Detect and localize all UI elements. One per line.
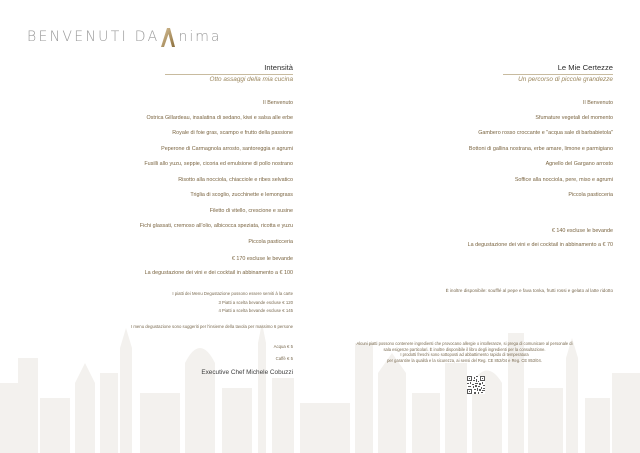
a-la-carte-note: I piatti dei Menu Degustazione possono essere serviti à la carte <box>172 291 293 296</box>
title-divider <box>503 74 613 75</box>
course-item: Soffice alla nocciola, pere, miso e agrumi <box>514 177 613 183</box>
allergen-disclaimer <box>347 341 582 363</box>
disclaimer-line: per garantire la qualità e la sicurezza, ai sensi del Reg. CE 852/04 e Reg. CE 853/04. <box>387 357 542 363</box>
course-item: Peperone di Carmagnola arrosto, santoreggia e agrumi <box>161 146 293 152</box>
course-item: Il Benvenuto <box>583 100 613 106</box>
brand-header <box>27 25 221 49</box>
qr-code-icon[interactable] <box>467 376 485 394</box>
course-item: Piccola pasticceria <box>568 192 613 198</box>
group-note: I menu degustazione sono suggeriti per l'insieme della tavola per massimo 6 persone <box>130 324 293 329</box>
course-item: Gambero rosso croccante e "acqua sale di barbabietola" <box>478 130 613 136</box>
wine-pairing: La degustazione dei vini e dei cocktail in abbinamento a € 70 <box>467 242 613 248</box>
wine-pairing: La degustazione dei vini e dei cocktail in abbinamento a € 100 <box>144 270 293 276</box>
course-item: Ostrica Gillardeau, insalatina di sedano, kiwi e salsa alle erbe <box>146 115 293 121</box>
course-item: Filetto di vitello, crescione e susine <box>209 208 293 214</box>
course-item: Royale di foie gras, scampo e frutto della passione <box>172 130 293 136</box>
executive-chef: Executive Chef Michele Cobuzzi <box>201 369 293 376</box>
course-item: Triglia di scoglio, zucchinette e lemongrass <box>190 192 293 198</box>
brand-name-part2: nima <box>178 29 222 45</box>
course-item: Fichi glassati, cremoso all'olio, albicocca speziata, ricotta e yuzu <box>139 223 293 229</box>
menu-price: € 170 escluse le bevande <box>231 256 293 262</box>
course-item: Sfumature vegetali del momento <box>535 115 613 121</box>
water-price: Acqua € 5 <box>273 344 293 349</box>
anima-logo-icon <box>160 27 176 47</box>
course-item: Fusilli allo yuzu, seppie, cicoria ed emulsione di pollo nostrano <box>144 161 293 167</box>
disclaimer-line: sala esigenze particolari. È inoltre disponibile il libro degli ingredienti per la consultazione. <box>383 346 546 352</box>
menu-title: Intensità <box>264 63 293 72</box>
menu-subtitle: Otto assaggi della mia cucina <box>209 76 293 83</box>
course-item: Risotto alla nocciola, chiacciole e ribes selvatico <box>178 177 293 183</box>
disclaimer-line: I prodotti freschi sono sottoposti ad abbattimento rapido di temperatura <box>400 352 529 358</box>
brand-name-part1: BENVENUTI DA <box>27 29 160 45</box>
four-dishes-price: 4 Piatti a scelta bevande escluse € 145 <box>218 308 293 313</box>
course-item: Agnello del Gargano arrosto <box>545 161 613 167</box>
title-divider <box>165 74 293 75</box>
menu-title: Le Mie Certezze <box>557 63 613 72</box>
three-dishes-price: 3 Piatti a scelta bevande escluse € 120 <box>218 300 293 305</box>
menu-intensita <box>100 60 293 380</box>
coffee-price: Caffè € 5 <box>275 356 293 361</box>
course-item: Il Benvenuto <box>263 100 293 106</box>
menu-price: € 140 escluse le bevande <box>551 228 613 234</box>
also-available-note: È inoltre disponibile: soufflé al pepe e fava tonka, frutti rossi e gelato al latte ridotto <box>445 288 613 293</box>
disclaimer-line: Alcuni piatti possono contenere ingredienti che provocano allergie o intolleranze, si prega di comunicare al personale di <box>356 341 573 346</box>
menu-subtitle: Un percorso di piccole grandezze <box>518 76 613 83</box>
menu-le-mie-certezze <box>420 60 613 380</box>
course-item: Piccola pasticceria <box>248 239 293 245</box>
course-item: Bottoni di gallina nostrana, erbe amare, limone e parmigiano <box>468 146 613 152</box>
